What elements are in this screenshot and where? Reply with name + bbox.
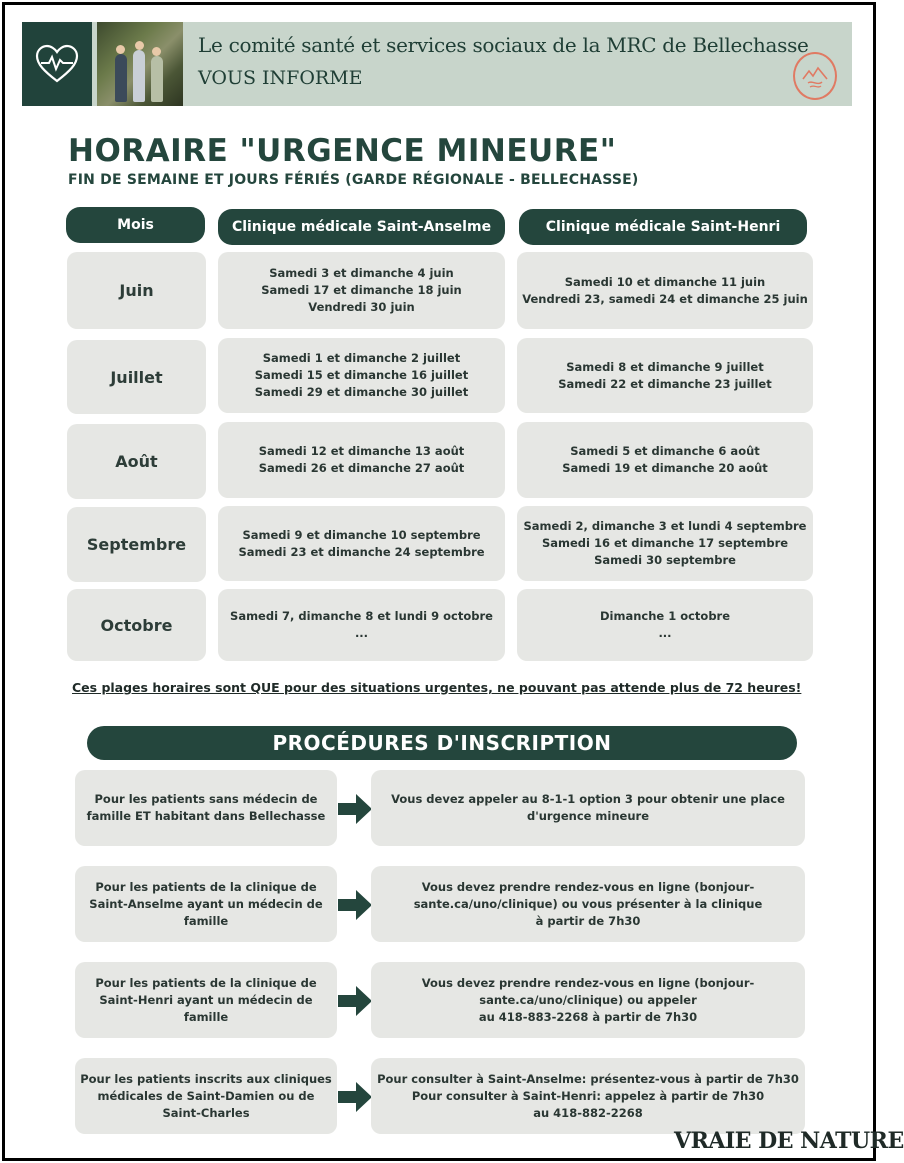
date-line: Samedi 5 et dimanche 6 août	[570, 444, 760, 458]
date-line: Samedi 1 et dimanche 2 juillet	[262, 351, 461, 365]
procedure-text: Saint-Charles	[162, 1105, 250, 1120]
procedure-text: Vous devez prendre rendez-vous en ligne (bonjour-	[421, 975, 755, 990]
date-line: Samedi 22 et dimanche 23 juillet	[558, 376, 772, 391]
month-cell-septembre	[67, 507, 206, 582]
date-line: Samedi 29 et dimanche 30 juillet	[254, 385, 469, 399]
date-line: Samedi 10 et dimanche 11 juin	[564, 274, 766, 289]
date-line: Samedi 12 et dimanche 13 août	[258, 444, 465, 458]
month-cell-octobre	[67, 589, 206, 661]
procedure-text: Saint-Anselme ayant un médecin de	[89, 896, 323, 911]
header-photo	[97, 22, 183, 106]
right-arrow-icon	[338, 986, 372, 1016]
date-line: Samedi 15 et dimanche 16 juillet	[254, 368, 469, 382]
right-arrow-icon	[338, 890, 372, 920]
procedure-who-1	[75, 770, 337, 846]
date-line: Samedi 2, dimanche 3 et lundi 4 septembre	[523, 519, 807, 533]
henri-cell-juin	[517, 252, 813, 329]
date-line: Dimanche 1 octobre	[599, 609, 731, 623]
anselme-cell-juillet	[218, 338, 505, 413]
henri-cell-juillet	[517, 338, 813, 413]
henri-cell-aout	[517, 422, 813, 498]
main-title: HORAIRE "URGENCE MINEURE"	[68, 133, 617, 169]
month-label: Août	[115, 452, 158, 471]
anselme-cell-octobre	[218, 589, 505, 661]
right-arrow-icon	[338, 794, 372, 824]
procedure-text: Pour les patients de la clinique de	[95, 879, 317, 894]
procedure-what-1	[371, 770, 805, 846]
procedure-text: Saint-Henri ayant un médecin de	[99, 992, 313, 1007]
date-line: Samedi 3 et dimanche 4 juin	[269, 266, 454, 280]
date-line: ...	[354, 626, 369, 640]
procedure-who-3	[75, 962, 337, 1038]
anselme-cell-juin	[218, 252, 505, 329]
procedure-text: sante.ca/uno/clinique) ou appeler	[479, 992, 697, 1007]
procedure-who-2	[75, 866, 337, 942]
date-line: Samedi 26 et dimanche 27 août	[258, 461, 465, 475]
urgent-note: Ces plages horaires sont QUE pour des situations urgentes, ne pouvant pas attende plus de 72 heures!	[72, 680, 802, 695]
procedure-text: d'urgence mineure	[526, 809, 650, 823]
procedure-text: Vous devez prendre rendez-vous en ligne (bonjour-	[421, 879, 755, 894]
date-line: Samedi 8 et dimanche 9 juillet	[566, 359, 764, 374]
sub-title: FIN DE SEMAINE ET JOURS FÉRIÉS (GARDE RÉGIONALE - BELLECHASSE)	[68, 172, 639, 188]
procedure-text: au 418-883-2268 à partir de 7h30	[478, 1009, 698, 1024]
brand-logo-text: VRAIE DE NATURE	[674, 1128, 904, 1154]
header-subtitle: VOUS INFORME	[198, 67, 363, 89]
date-line: Samedi 9 et dimanche 10 septembre	[242, 527, 481, 542]
header-saint-henri: Clinique médicale Saint-Henri	[519, 209, 807, 245]
header-mois: Mois	[66, 207, 205, 243]
month-label: Juillet	[110, 367, 163, 387]
procedure-text: famille ET habitant dans Bellechasse	[86, 809, 326, 823]
henri-cell-septembre	[517, 506, 813, 581]
date-line: Samedi 7, dimanche 8 et lundi 9 octobre	[230, 609, 493, 623]
header-title: Le comité santé et services sociaux de la MRC de Bellechasse	[198, 33, 809, 57]
date-line: Samedi 16 et dimanche 17 septembre	[541, 536, 789, 550]
procedure-text: Pour les patients sans médecin de	[94, 792, 318, 806]
procedure-text: à partir de 7h30	[535, 913, 641, 928]
month-cell-juin	[67, 252, 206, 329]
heart-pulse-icon	[22, 22, 92, 106]
procedure-text: famille	[183, 1009, 229, 1024]
date-line: Vendredi 23, samedi 24 et dimanche 25 juin	[522, 291, 808, 306]
procedure-text: Pour consulter à Saint-Anselme: présentez-vous à partir de 7h30	[377, 1071, 799, 1086]
month-label: Juin	[119, 281, 154, 300]
nature-logo-icon	[793, 52, 837, 100]
month-label: Septembre	[86, 535, 187, 554]
date-line: Samedi 30 septembre	[594, 553, 736, 567]
header-saint-anselme: Clinique médicale Saint-Anselme	[218, 209, 505, 245]
procedure-text: famille	[183, 913, 229, 928]
anselme-cell-aout	[218, 422, 505, 498]
procedure-text: au 418-882-2268	[533, 1105, 643, 1120]
procedure-who-4	[75, 1058, 337, 1134]
procedure-text: médicales de Saint-Damien ou de	[97, 1088, 315, 1103]
procedures-title: PROCÉDURES D'INSCRIPTION	[87, 726, 797, 760]
month-cell-aout	[67, 424, 206, 499]
date-line: Vendredi 30 juin	[308, 300, 415, 314]
date-line: Samedi 17 et dimanche 18 juin	[261, 283, 462, 297]
procedure-text: Pour consulter à Saint-Henri: appelez à partir de 7h30	[411, 1088, 765, 1103]
procedure-what-4	[371, 1058, 805, 1134]
procedure-what-2	[371, 866, 805, 942]
month-label: Octobre	[100, 615, 173, 635]
anselme-cell-septembre	[218, 506, 505, 581]
date-line: Samedi 19 et dimanche 20 août	[562, 461, 768, 475]
procedure-what-3	[371, 962, 805, 1038]
procedure-text: Vous devez appeler au 8-1-1 option 3 pour obtenir une place	[391, 792, 785, 806]
right-arrow-icon	[338, 1082, 372, 1112]
procedure-text: sante.ca/uno/clinique) ou vous présenter à la clinique	[413, 896, 763, 911]
henri-cell-octobre	[517, 589, 813, 661]
procedure-text: Pour les patients inscrits aux cliniques	[80, 1071, 332, 1086]
date-line: ...	[658, 626, 672, 640]
date-line: Samedi 23 et dimanche 24 septembre	[238, 544, 485, 559]
month-cell-juillet	[67, 340, 206, 414]
procedure-text: Pour les patients de la clinique de	[95, 975, 317, 990]
